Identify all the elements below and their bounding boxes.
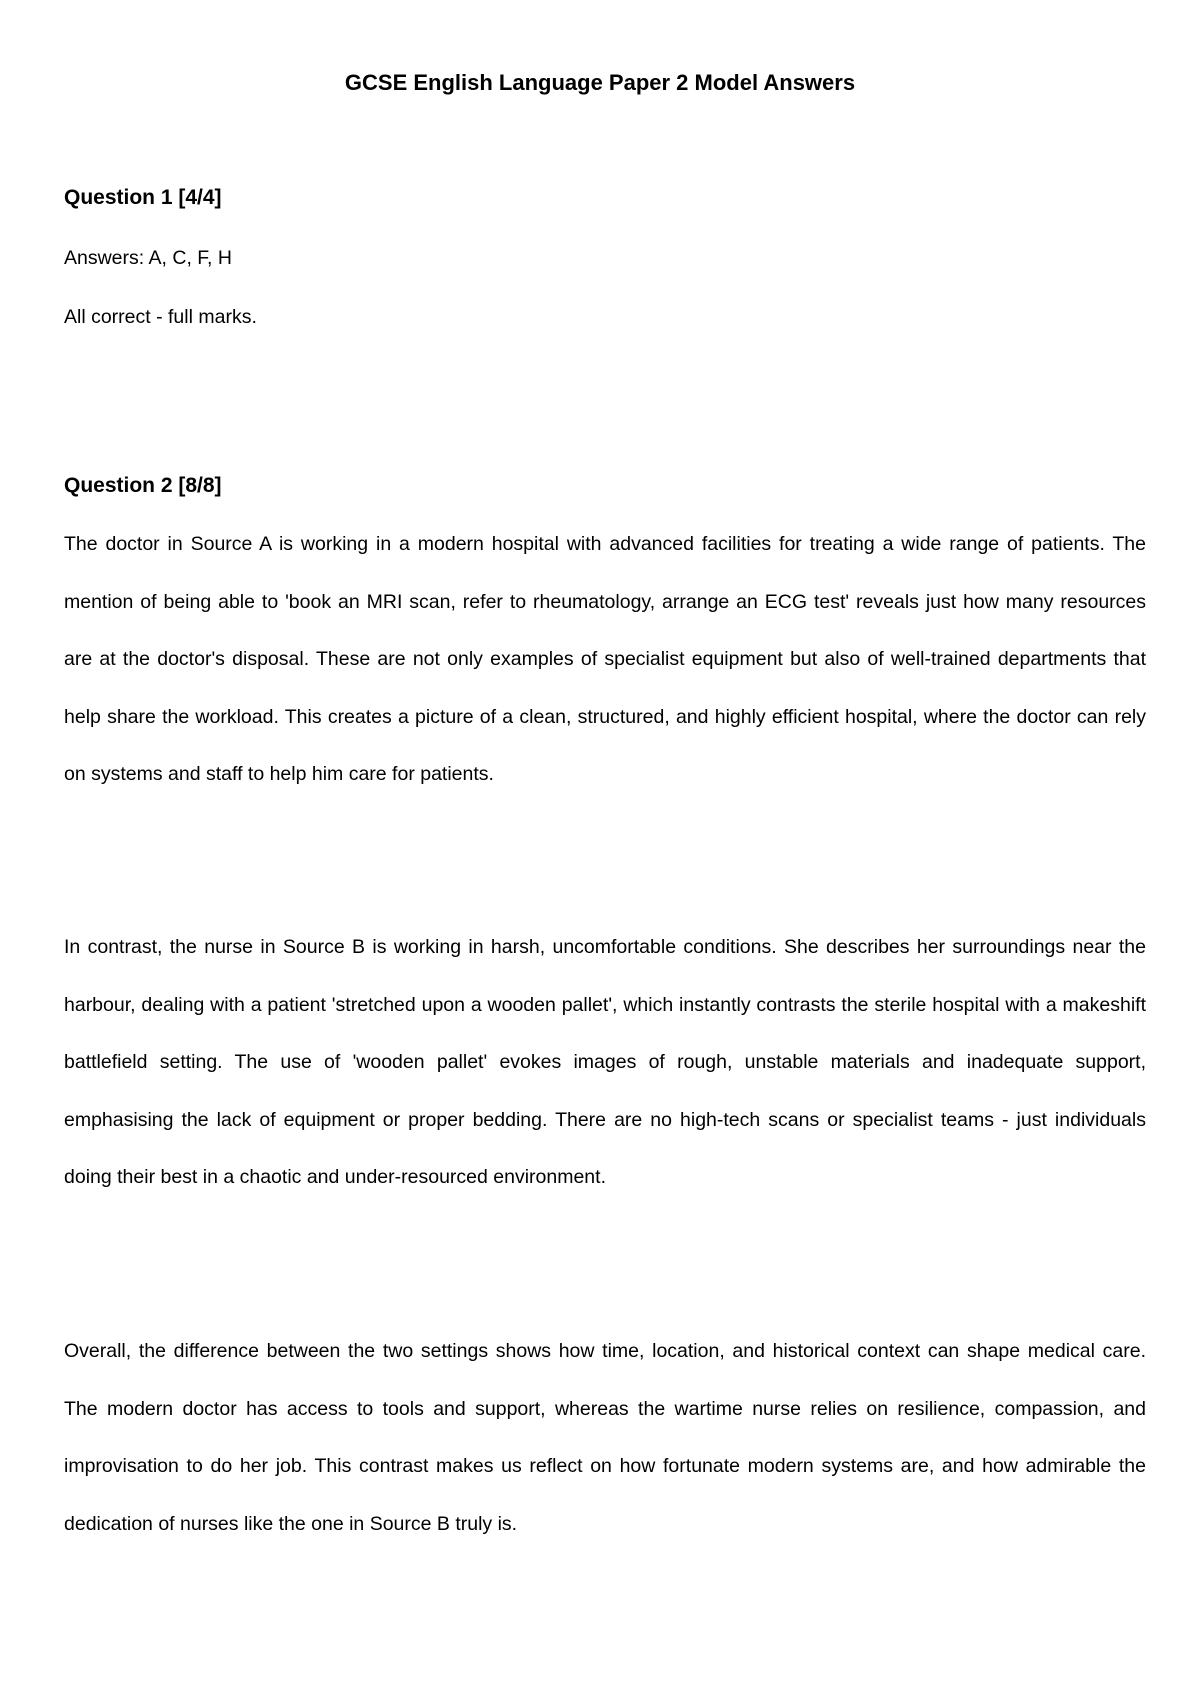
question-1-note: All correct - full marks. <box>64 306 257 328</box>
question-2-heading: Question 2 [8/8] <box>64 474 222 497</box>
question-1-heading: Question 1 [4/4] <box>64 186 222 209</box>
question-2-paragraph: In contrast, the nurse in Source B is working in harsh, uncomfortable conditions. She describes her surroundings near the harbour, dealing with a patient 'stretched upon a wooden pallet', which instantly contrasts the sterile hospital with a makeshift battlefield setting. The use of 'wooden pallet' evokes images of rough, unstable materials and inadequate support, emphasising the lack of equipment or proper bedding. There are no high-tech scans or specialist teams - just individuals doing their best in a chaotic and under-resourced environment. <box>64 936 1146 1188</box>
document-title: GCSE English Language Paper 2 Model Answers <box>344 70 856 95</box>
question-1-answers: Answers: A, C, F, H <box>64 247 232 269</box>
question-2-paragraph: Overall, the difference between the two settings shows how time, location, and historical context can shape medical care. The modern doctor has access to tools and support, whereas the wartime nurse relies on resilience, compassion, and improvisation to do her job. This contrast makes us reflect on how fortunate modern systems are, and how admirable the dedication of nurses like the one in Source B truly is. <box>64 1340 1146 1535</box>
question-2-paragraph: The doctor in Source A is working in a modern hospital with advanced facilities for treating a wide range of patients. The mention of being able to 'book an MRI scan, refer to rheumatology, arrange an ECG test' reveals just how many resources are at the doctor's disposal. These are not only examples of specialist equipment but also of well-trained departments that help share the workload. This creates a picture of a clean, structured, and highly efficient hospital, where the doctor can rely on systems and staff to help him care for patients. <box>64 533 1146 785</box>
